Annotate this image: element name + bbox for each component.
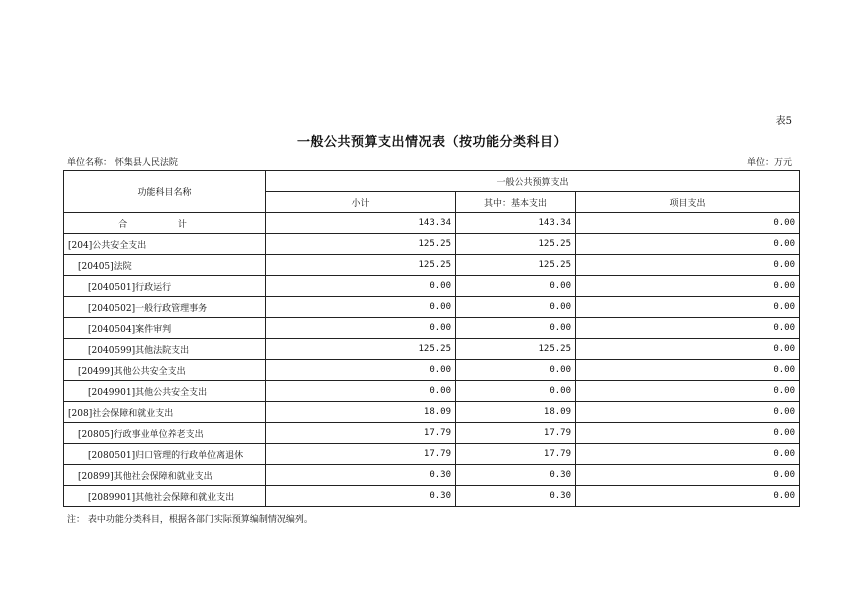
row-name: [2089901]其他社会保障和就业支出 <box>64 486 266 507</box>
row-project: 0.00 <box>576 444 800 465</box>
row-basic: 17.79 <box>456 444 576 465</box>
row-project: 0.00 <box>576 255 800 276</box>
row-project: 0.00 <box>576 381 800 402</box>
row-name: [20499]其他公共安全支出 <box>64 360 266 381</box>
total-row <box>64 213 800 234</box>
row-project: 0.00 <box>576 297 800 318</box>
table-row <box>64 297 800 318</box>
row-name: [2049901]其他公共安全支出 <box>64 381 266 402</box>
row-project: 0.00 <box>576 402 800 423</box>
row-project: 0.00 <box>576 276 800 297</box>
total-project: 0.00 <box>576 213 800 234</box>
col-header-project: 项目支出 <box>576 192 800 213</box>
row-project: 0.00 <box>576 486 800 507</box>
row-name: [2040501]行政运行 <box>64 276 266 297</box>
row-basic: 17.79 <box>456 423 576 444</box>
row-basic: 0.00 <box>456 381 576 402</box>
table-row <box>64 255 800 276</box>
row-name: [204]公共安全支出 <box>64 234 266 255</box>
row-subtotal: 0.00 <box>266 360 456 381</box>
row-basic: 0.00 <box>456 276 576 297</box>
total-basic: 143.34 <box>456 213 576 234</box>
row-subtotal: 17.79 <box>266 423 456 444</box>
row-basic: 0.00 <box>456 318 576 339</box>
table-row <box>64 486 800 507</box>
table-row <box>64 276 800 297</box>
row-subtotal: 18.09 <box>266 402 456 423</box>
row-basic: 0.00 <box>456 297 576 318</box>
row-subtotal: 0.00 <box>266 297 456 318</box>
row-name: [2040502]一般行政管理事务 <box>64 297 266 318</box>
row-basic: 0.30 <box>456 486 576 507</box>
currency-unit: 单位：万元 <box>746 158 792 168</box>
col-header-name: 功能科目名称 <box>64 171 266 213</box>
row-project: 0.00 <box>576 339 800 360</box>
unit-name: 单位名称： 怀集县人民法院 <box>67 158 178 168</box>
row-subtotal: 0.00 <box>266 318 456 339</box>
total-subtotal: 143.34 <box>266 213 456 234</box>
row-subtotal: 125.25 <box>266 255 456 276</box>
row-name: [2080501]归口管理的行政单位离退休 <box>64 444 266 465</box>
row-name: [208]社会保障和就业支出 <box>64 402 266 423</box>
row-subtotal: 0.30 <box>266 486 456 507</box>
col-header-group: 一般公共预算支出 <box>266 171 800 192</box>
row-basic: 125.25 <box>456 339 576 360</box>
row-project: 0.00 <box>576 360 800 381</box>
table-row <box>64 402 800 423</box>
row-project: 0.00 <box>576 423 800 444</box>
budget-table <box>63 170 800 507</box>
row-subtotal: 125.25 <box>266 339 456 360</box>
row-basic: 0.30 <box>456 465 576 486</box>
row-subtotal: 125.25 <box>266 234 456 255</box>
footnote: 注： 表中功能分类科目，根据各部门实际预算编制情况编列。 <box>67 515 313 525</box>
row-project: 0.00 <box>576 465 800 486</box>
col-header-basic: 其中：基本支出 <box>456 192 576 213</box>
row-subtotal: 0.00 <box>266 381 456 402</box>
row-subtotal: 17.79 <box>266 444 456 465</box>
row-name: [20405]法院 <box>64 255 266 276</box>
row-name: [2040599]其他法院支出 <box>64 339 266 360</box>
row-subtotal: 0.00 <box>266 276 456 297</box>
row-name: [2040504]案件审判 <box>64 318 266 339</box>
total-label: 合 计 <box>64 213 266 234</box>
row-subtotal: 0.30 <box>266 465 456 486</box>
table-row <box>64 444 800 465</box>
row-basic: 0.00 <box>456 360 576 381</box>
row-name: [20805]行政事业单位养老支出 <box>64 423 266 444</box>
table-row <box>64 360 800 381</box>
table-row <box>64 318 800 339</box>
table-row <box>64 339 800 360</box>
row-name: [20899]其他社会保障和就业支出 <box>64 465 266 486</box>
col-header-subtotal: 小计 <box>266 192 456 213</box>
row-basic: 125.25 <box>456 234 576 255</box>
row-project: 0.00 <box>576 234 800 255</box>
table-row <box>64 423 800 444</box>
row-project: 0.00 <box>576 318 800 339</box>
row-basic: 125.25 <box>456 255 576 276</box>
table-number: 表5 <box>775 116 792 127</box>
row-basic: 18.09 <box>456 402 576 423</box>
table-row <box>64 381 800 402</box>
table-row <box>64 234 800 255</box>
table-row <box>64 465 800 486</box>
page-title: 一般公共预算支出情况表（按功能分类科目） <box>296 135 567 150</box>
